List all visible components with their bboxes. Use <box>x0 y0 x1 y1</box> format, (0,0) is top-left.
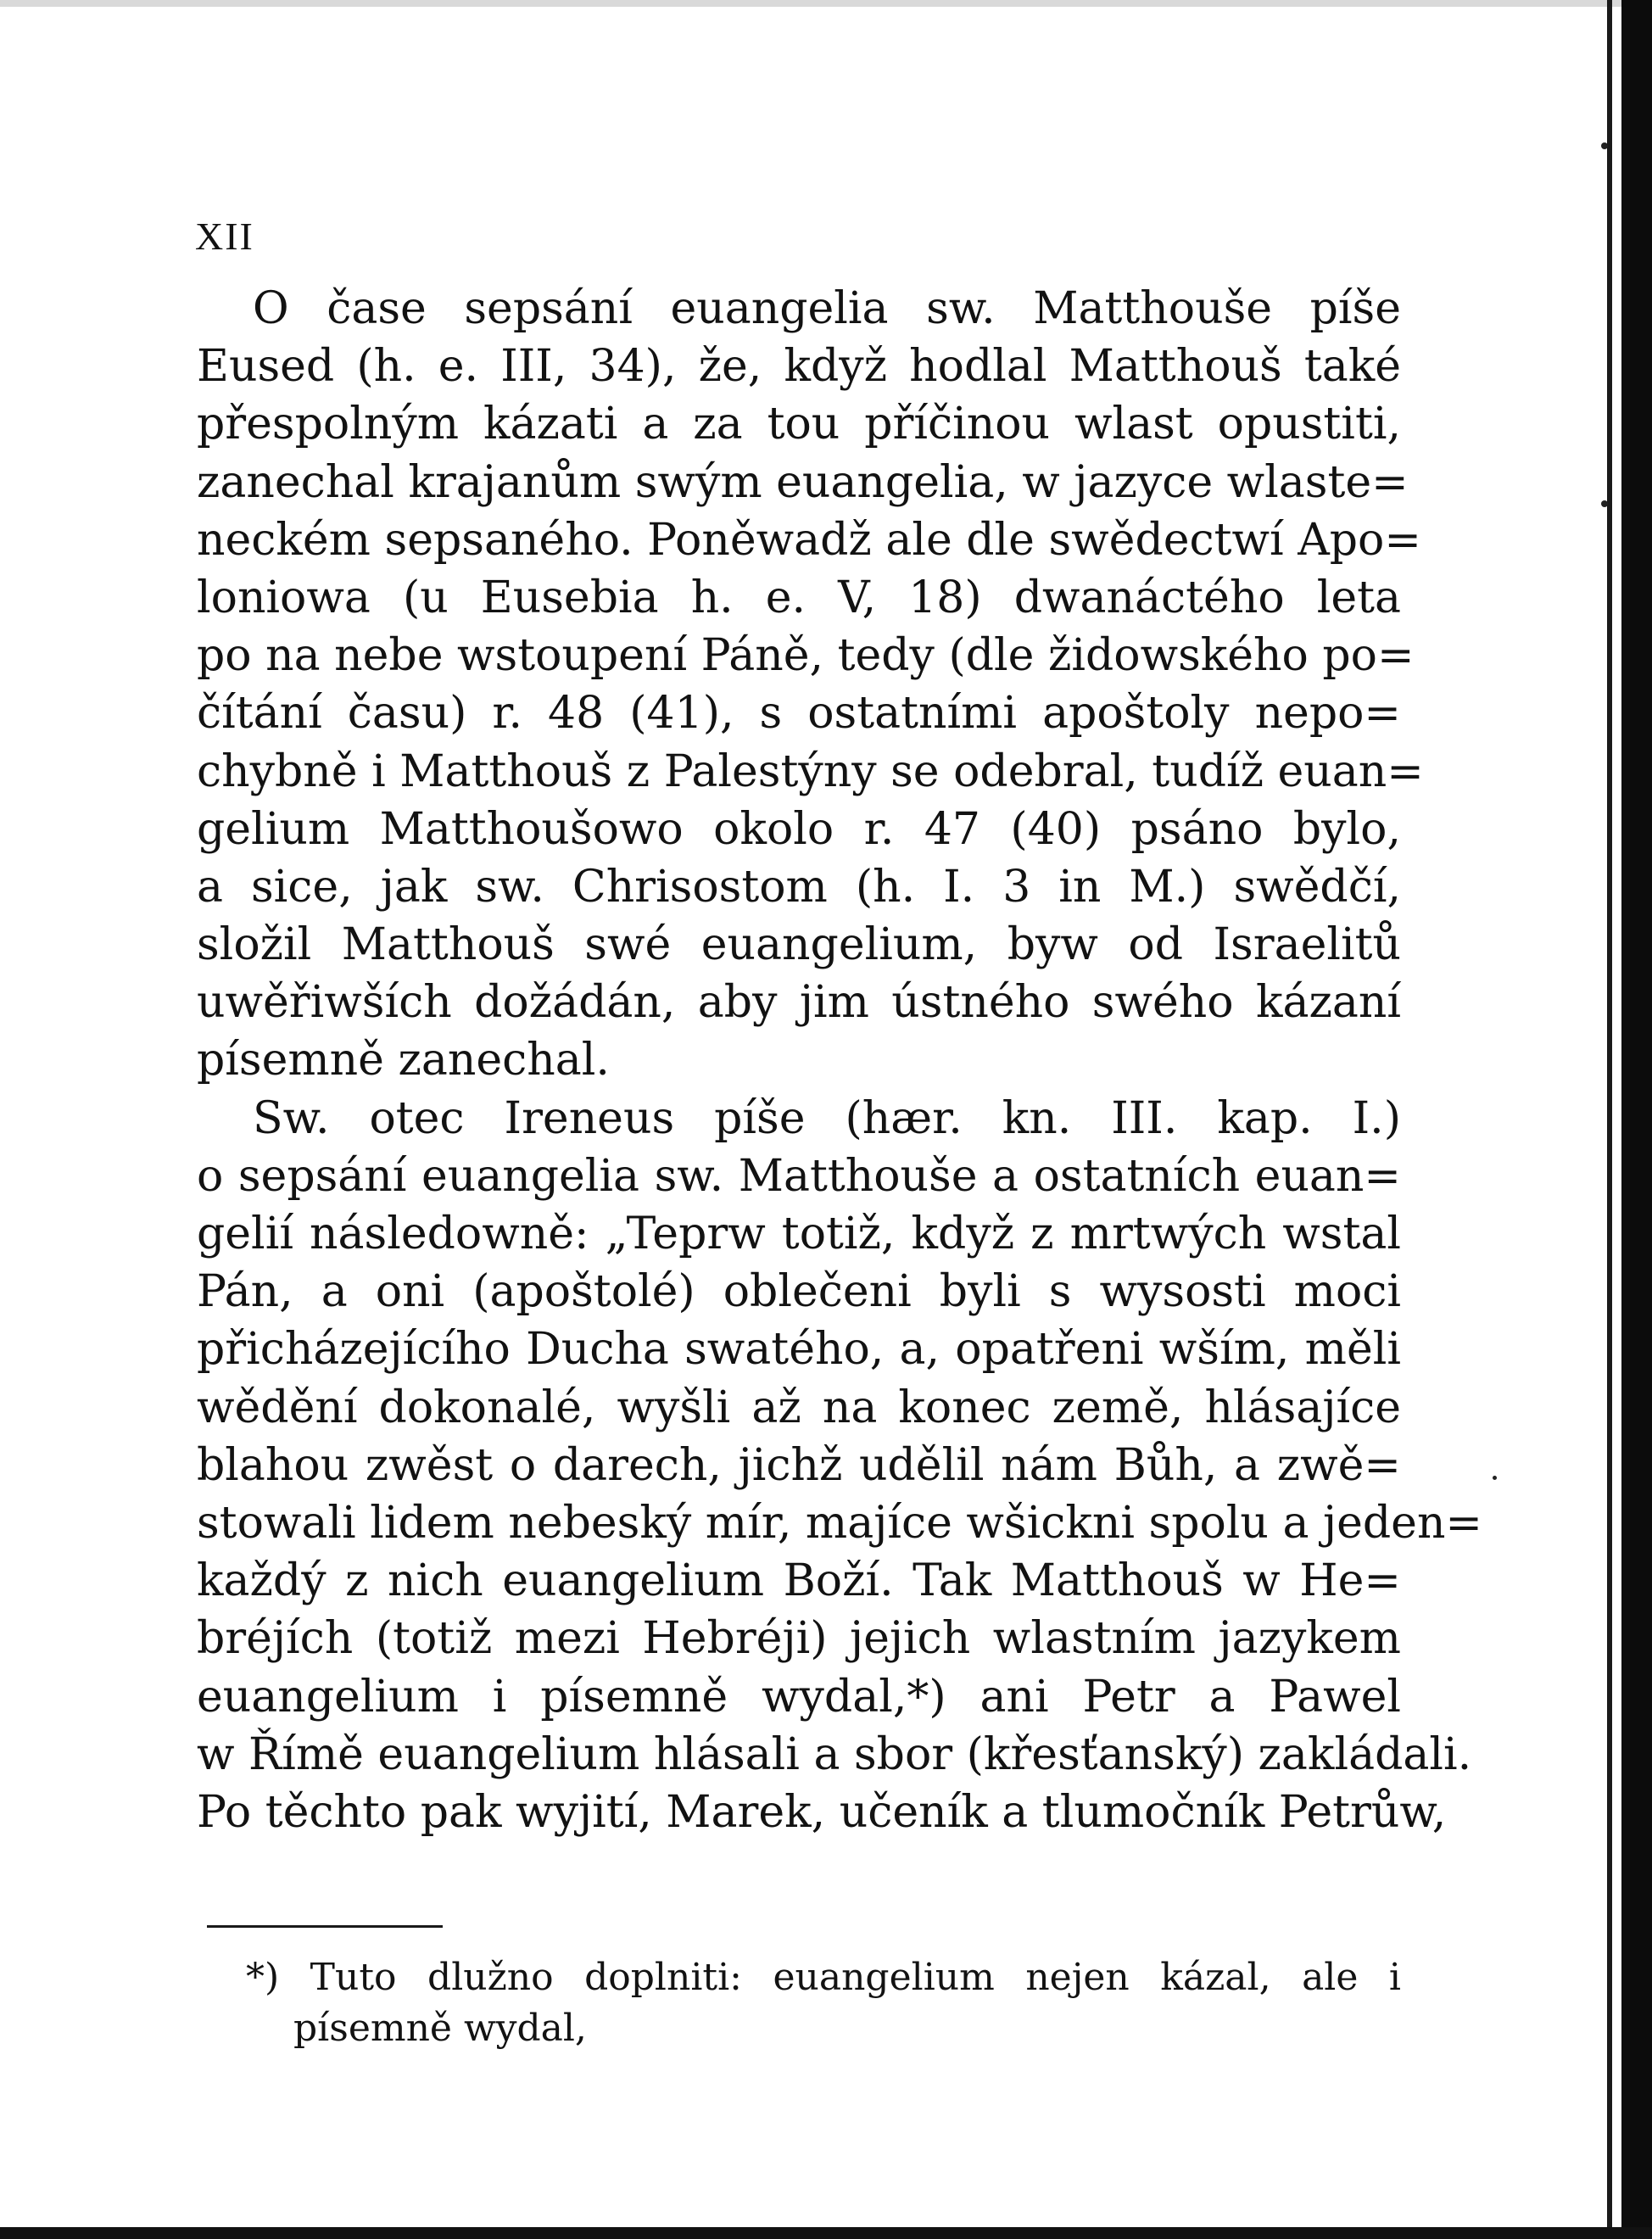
footnote-line <box>246 1952 1401 2003</box>
text-line: Po těchto pak wyjití, Marek, učeník a tlumočník Petrůw, <box>197 1786 1447 1838</box>
text-line: blahou zwěst o darech, jichž udělil nám Bůh, a zwě= <box>197 1439 1401 1491</box>
text-line: po na nebe wstoupení Páně, tedy (dle židowského po= <box>197 630 1415 682</box>
text-line: přicházejícího Ducha swatého, a, opatřeni wším, měli <box>197 1324 1401 1376</box>
scan-speck <box>1493 1476 1497 1480</box>
text-line: chybně i Matthouš z Palestýny se odebral, tudíž euan= <box>197 745 1424 797</box>
text-line: gelií následowně: „Teprw totiž, když z mrtwých wstal <box>197 1209 1401 1259</box>
text-line: wědění dokonalé, wyšli až na konec země, hlásajíce <box>197 1382 1401 1433</box>
page-inner-edge-shadow <box>1607 0 1612 2239</box>
footnote-marker: *) <box>246 1956 280 1999</box>
text-line: euangelium i písemně wydal,*) ani Petr a Pawel <box>197 1671 1401 1723</box>
text-line: a sice, jak sw. Chrisostom (h. I. 3 in M.) swědčí, <box>197 861 1401 913</box>
text-line: uwěřiwších dožádán, aby jim ústného swého kázaní <box>197 977 1401 1029</box>
text-line: loniowa (u Eusebia h. e. V, 18) dwanáctého leta <box>197 572 1401 623</box>
text-line: Sw. otec Ireneus píše (hær. kn. III. kap. I.) <box>253 1092 1401 1144</box>
body-text <box>197 280 1482 1841</box>
text-line: složil Matthouš swé euangelium, byw od Israelitů <box>197 919 1401 971</box>
footnote-rule <box>207 1925 443 1928</box>
text-line: písemně zanechal. <box>197 1035 610 1086</box>
page-right-border <box>1621 0 1652 2239</box>
text-line: O čase sepsání euangelia sw. Matthouše píše <box>253 283 1401 334</box>
text-line: w Římě euangelium hlásali a sbor (křesťanský) zakládali. <box>197 1728 1472 1780</box>
page-number: XII <box>195 215 254 258</box>
text-line: Eused (h. e. III, 34), že, když hodlal Matthouš také <box>197 341 1401 393</box>
footnote-text: Tuto dlužno doplniti: euangelium nejen kázal, ale i <box>310 1956 1401 1999</box>
page-bottom-border <box>0 2227 1652 2239</box>
text-line: zanechal krajanům swým euangelia, w jazyce wlaste= <box>197 456 1409 508</box>
scan-speck <box>1601 500 1608 507</box>
footnote-line: písemně wydal, <box>293 2007 587 2050</box>
text-line: gelium Matthoušowo okolo r. 47 (40) psáno bylo, <box>197 803 1401 855</box>
scan-speck <box>1601 142 1608 149</box>
page-top-edge <box>0 0 1652 7</box>
text-line: Pán, a oni (apoštolé) oblečeni byli s wysosti moci <box>197 1266 1401 1318</box>
footnote <box>246 1952 1401 2054</box>
text-line: neckém sepsaného. Poněwadž ale dle swědectwí Apo= <box>197 514 1421 566</box>
text-line: stowali lidem nebeský mír, majíce wšickni spolu a jeden= <box>197 1497 1482 1549</box>
text-line: každý z nich euangelium Boží. Tak Matthouš w He= <box>197 1555 1401 1607</box>
text-line: přespolným kázati a za tou příčinou wlast opustiti, <box>197 399 1401 450</box>
text-line: bréjích (totiž mezi Hebréji) jejich wlastním jazykem <box>197 1613 1401 1665</box>
text-line: čítání času) r. 48 (41), s ostatními apoštoly nepo= <box>197 688 1401 740</box>
text-line: o sepsání euangelia sw. Matthouše a ostatních euan= <box>197 1150 1401 1202</box>
